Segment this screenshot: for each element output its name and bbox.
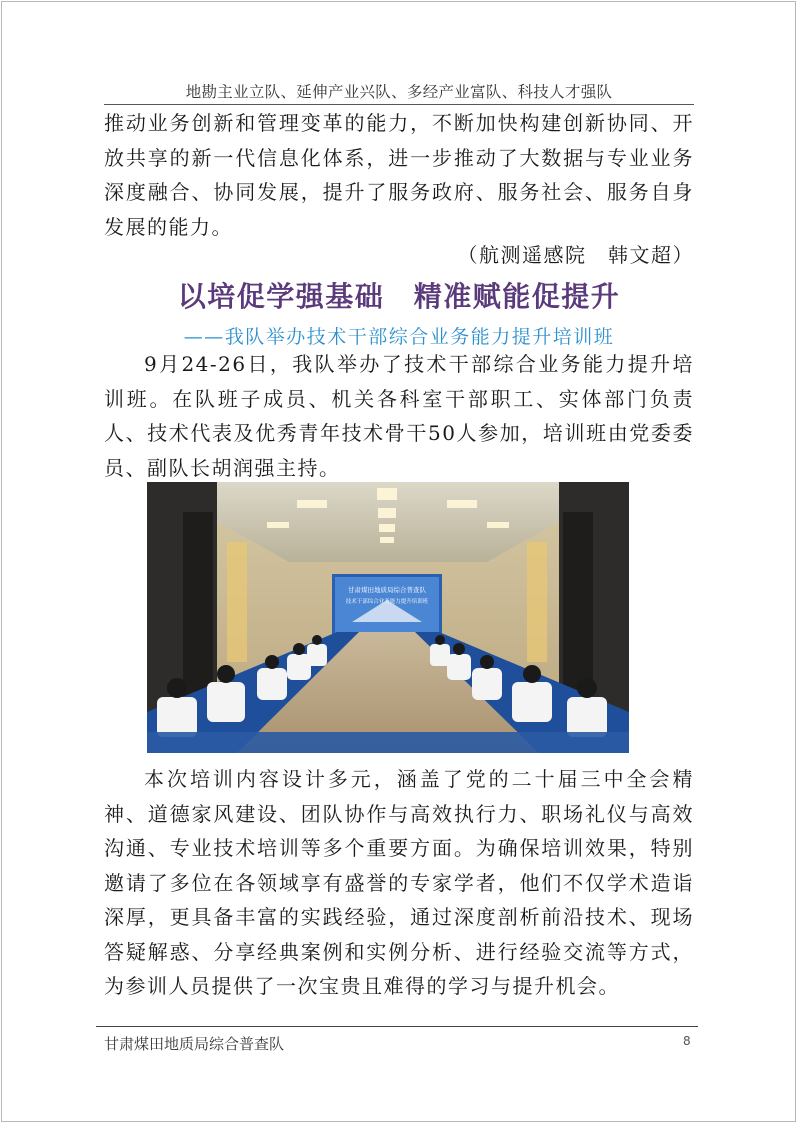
page-number: 8 bbox=[683, 1034, 691, 1048]
article-paragraph-1: 9月24-26日，我队举办了技术干部综合业务能力提升培训班。在队班子成员、机关各科室干部职工、实体部门负责人、技术代表及优秀青年技术骨干50人参加，培训班由党委委员、副队长胡润强主持。 bbox=[104, 352, 694, 480]
article-subtitle: ——我队举办技术干部综合业务能力提升培训班 bbox=[183, 326, 615, 348]
meeting-room-illustration bbox=[147, 482, 629, 753]
footer-rule bbox=[96, 1026, 698, 1027]
screen-title-line-2: 技术干部综合业务能力提升培训班 bbox=[345, 599, 429, 605]
screen-title-line-1: 甘肃煤田地质局综合普查队 bbox=[348, 586, 426, 594]
footer-organization: 甘肃煤田地质局综合普查队 bbox=[104, 1035, 285, 1053]
running-header: 地勘主业立队、延伸产业兴队、多经产业富队、科技人才强队 bbox=[185, 83, 613, 101]
intro-paragraph: 推动业务创新和管理变革的能力，不断加快构建创新协同、开放共享的新一代信息化体系，进一步推动了大数据与专业业务深度融合、协同发展，提升了服务政府、服务社会、服务自身发展的能力。 bbox=[104, 111, 694, 239]
header-rule bbox=[104, 104, 694, 105]
article-paragraph-2: 本次培训内容设计多元，涵盖了党的二十届三中全会精神、道德家风建设、团队协作与高效执行力、职场礼仪与高效沟通、专业技术培训等多个重要方面。为确保培训效果，特别邀请了多位在各领域享有盛誉的专家学者，他们不仅学术造诣深厚，更具备丰富的实践经验，通过深度剖析前沿技术、现场答疑解惑、分享经典案例和实例分析、进行经验交流等方式，为参训人员提供了一次宝贵且难得的学习与提升机会。 bbox=[104, 767, 694, 998]
byline: （航测遥感院 韩文超） bbox=[457, 243, 694, 267]
article-title: 以培促学强基础 精准赋能促提升 bbox=[177, 280, 621, 313]
training-meeting-photo bbox=[147, 482, 629, 753]
